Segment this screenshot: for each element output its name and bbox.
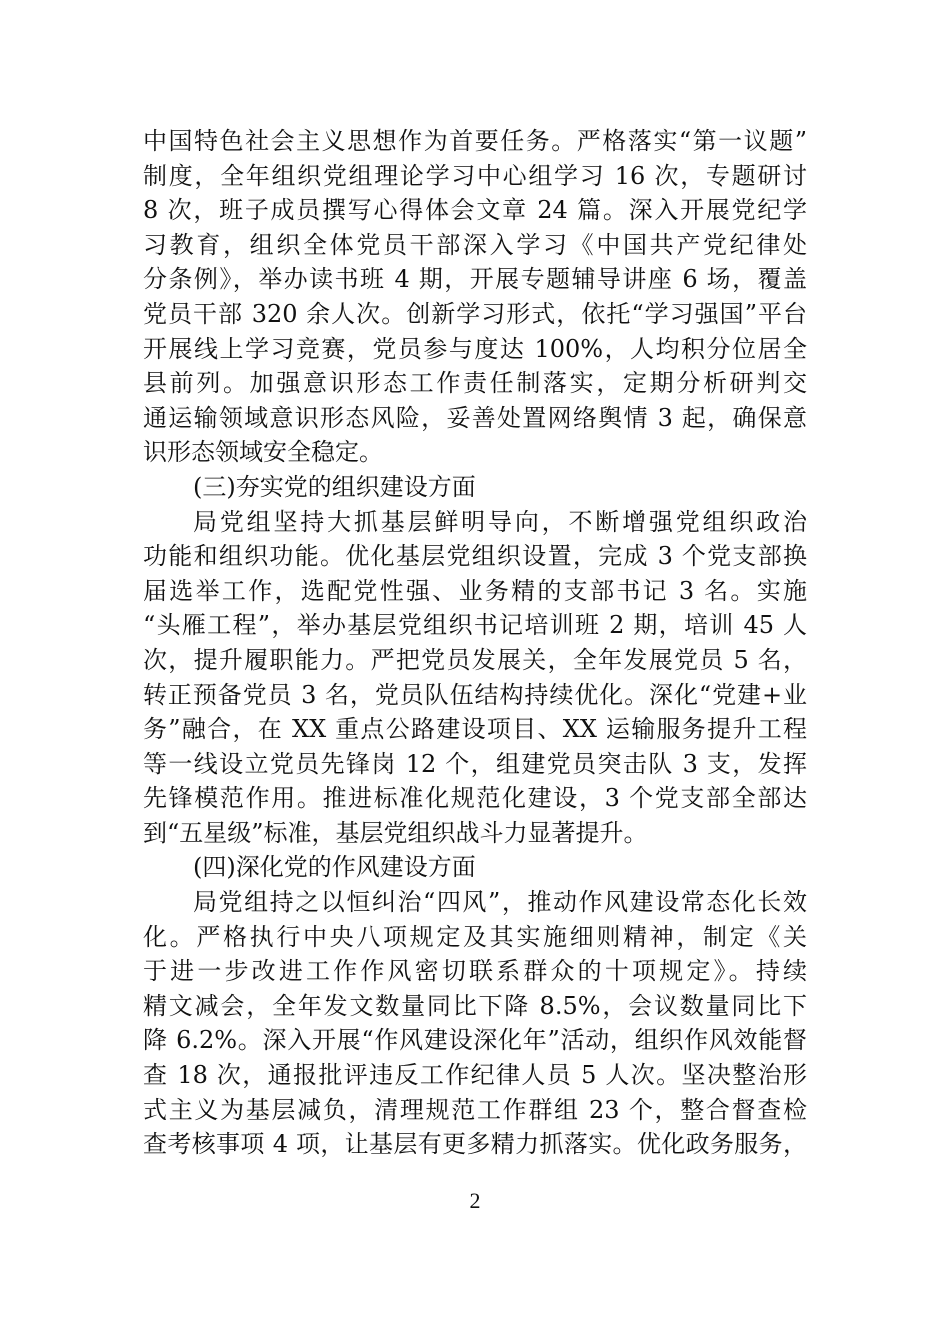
text-line: 化。严格执行中央八项规定及其实施细则精神，制定《关 (143, 922, 807, 951)
text-line: 中国特色社会主义思想作为首要任务。严格落实“第一议题” (143, 127, 807, 155)
text-line: 式主义为基层减负，清理规范工作群组 23 个，整合督查检 (143, 1095, 807, 1124)
section-heading: (四)深化党的作风建设方面 (193, 853, 476, 882)
text-line: 等一线设立党员先锋岗 12 个，组建党员突击队 3 支，发挥 (143, 749, 807, 778)
text-line: 精文减会，全年发文数量同比下降 8.5%，会议数量同比下 (143, 991, 807, 1020)
text-line: 功能和组织功能。优化基层党组织设置，完成 3 个党支部换 (143, 542, 807, 571)
text-line: 先锋模范作用。推进标准化规范化建设，3 个党支部全部达 (143, 784, 807, 813)
text-line: “头雁工程”，举办基层党组织书记培训班 2 期，培训 45 人 (143, 611, 807, 640)
page-number: 2 (469, 1188, 481, 1213)
text-line: 党员干部 320 余人次。创新学习形式，依托“学习强国”平台 (143, 299, 807, 328)
section-heading: (三)夯实党的组织建设方面 (193, 472, 476, 501)
text-line: 习教育，组织全体党员干部深入学习《中国共产党纪律处 (143, 230, 807, 259)
text-line: 8 次，班子成员撰写心得体会文章 24 篇。深入开展党纪学 (143, 196, 807, 225)
text-line: 县前列。加强意识形态工作责任制落实，定期分析研判交 (143, 369, 807, 398)
text-line: 查 18 次，通报批评违反工作纪律人员 5 人次。坚决整治形 (143, 1061, 807, 1090)
text-line: 识形态领域安全稳定。 (143, 438, 383, 467)
body-text (143, 124, 807, 1162)
text-line: 转正预备党员 3 名，党员队伍结构持续优化。深化“党建+业 (143, 680, 807, 709)
text-line: 降 6.2%。深入开展“作风建设深化年”活动，组织作风效能督 (143, 1026, 807, 1055)
text-line: 于进一步改进工作作风密切联系群众的十项规定》。持续 (143, 957, 807, 986)
text-line: 制度，全年组织党组理论学习中心组学习 16 次，专题研讨 (143, 161, 807, 190)
text-line: 分条例》，举办读书班 4 期，开展专题辅导讲座 6 场，覆盖 (143, 265, 807, 294)
text-line: 查考核事项 4 项，让基层有更多精力抓落实。优化政务服务， (143, 1130, 807, 1159)
text-line: 开展线上学习竞赛，党员参与度达 100%，人均积分位居全 (143, 334, 807, 363)
paragraph-first-line: 局党组持之以恒纠治“四风”，推动作风建设常态化长效 (193, 888, 807, 917)
paragraph-first-line: 局党组坚持大抓基层鲜明导向，不断增强党组织政治 (193, 507, 807, 536)
text-line: 到“五星级”标准，基层党组织战斗力显著提升。 (143, 818, 648, 847)
text-line: 次，提升履职能力。严把党员发展关，全年发展党员 5 名， (143, 645, 807, 674)
text-line: 届选举工作，选配党性强、业务精的支部书记 3 名。实施 (143, 576, 807, 605)
text-line: 务”融合，在 XX 重点公路建设项目、XX 运输服务提升工程 (143, 715, 807, 744)
text-line: 通运输领域意识形态风险，妥善处置网络舆情 3 起，确保意 (143, 403, 807, 432)
